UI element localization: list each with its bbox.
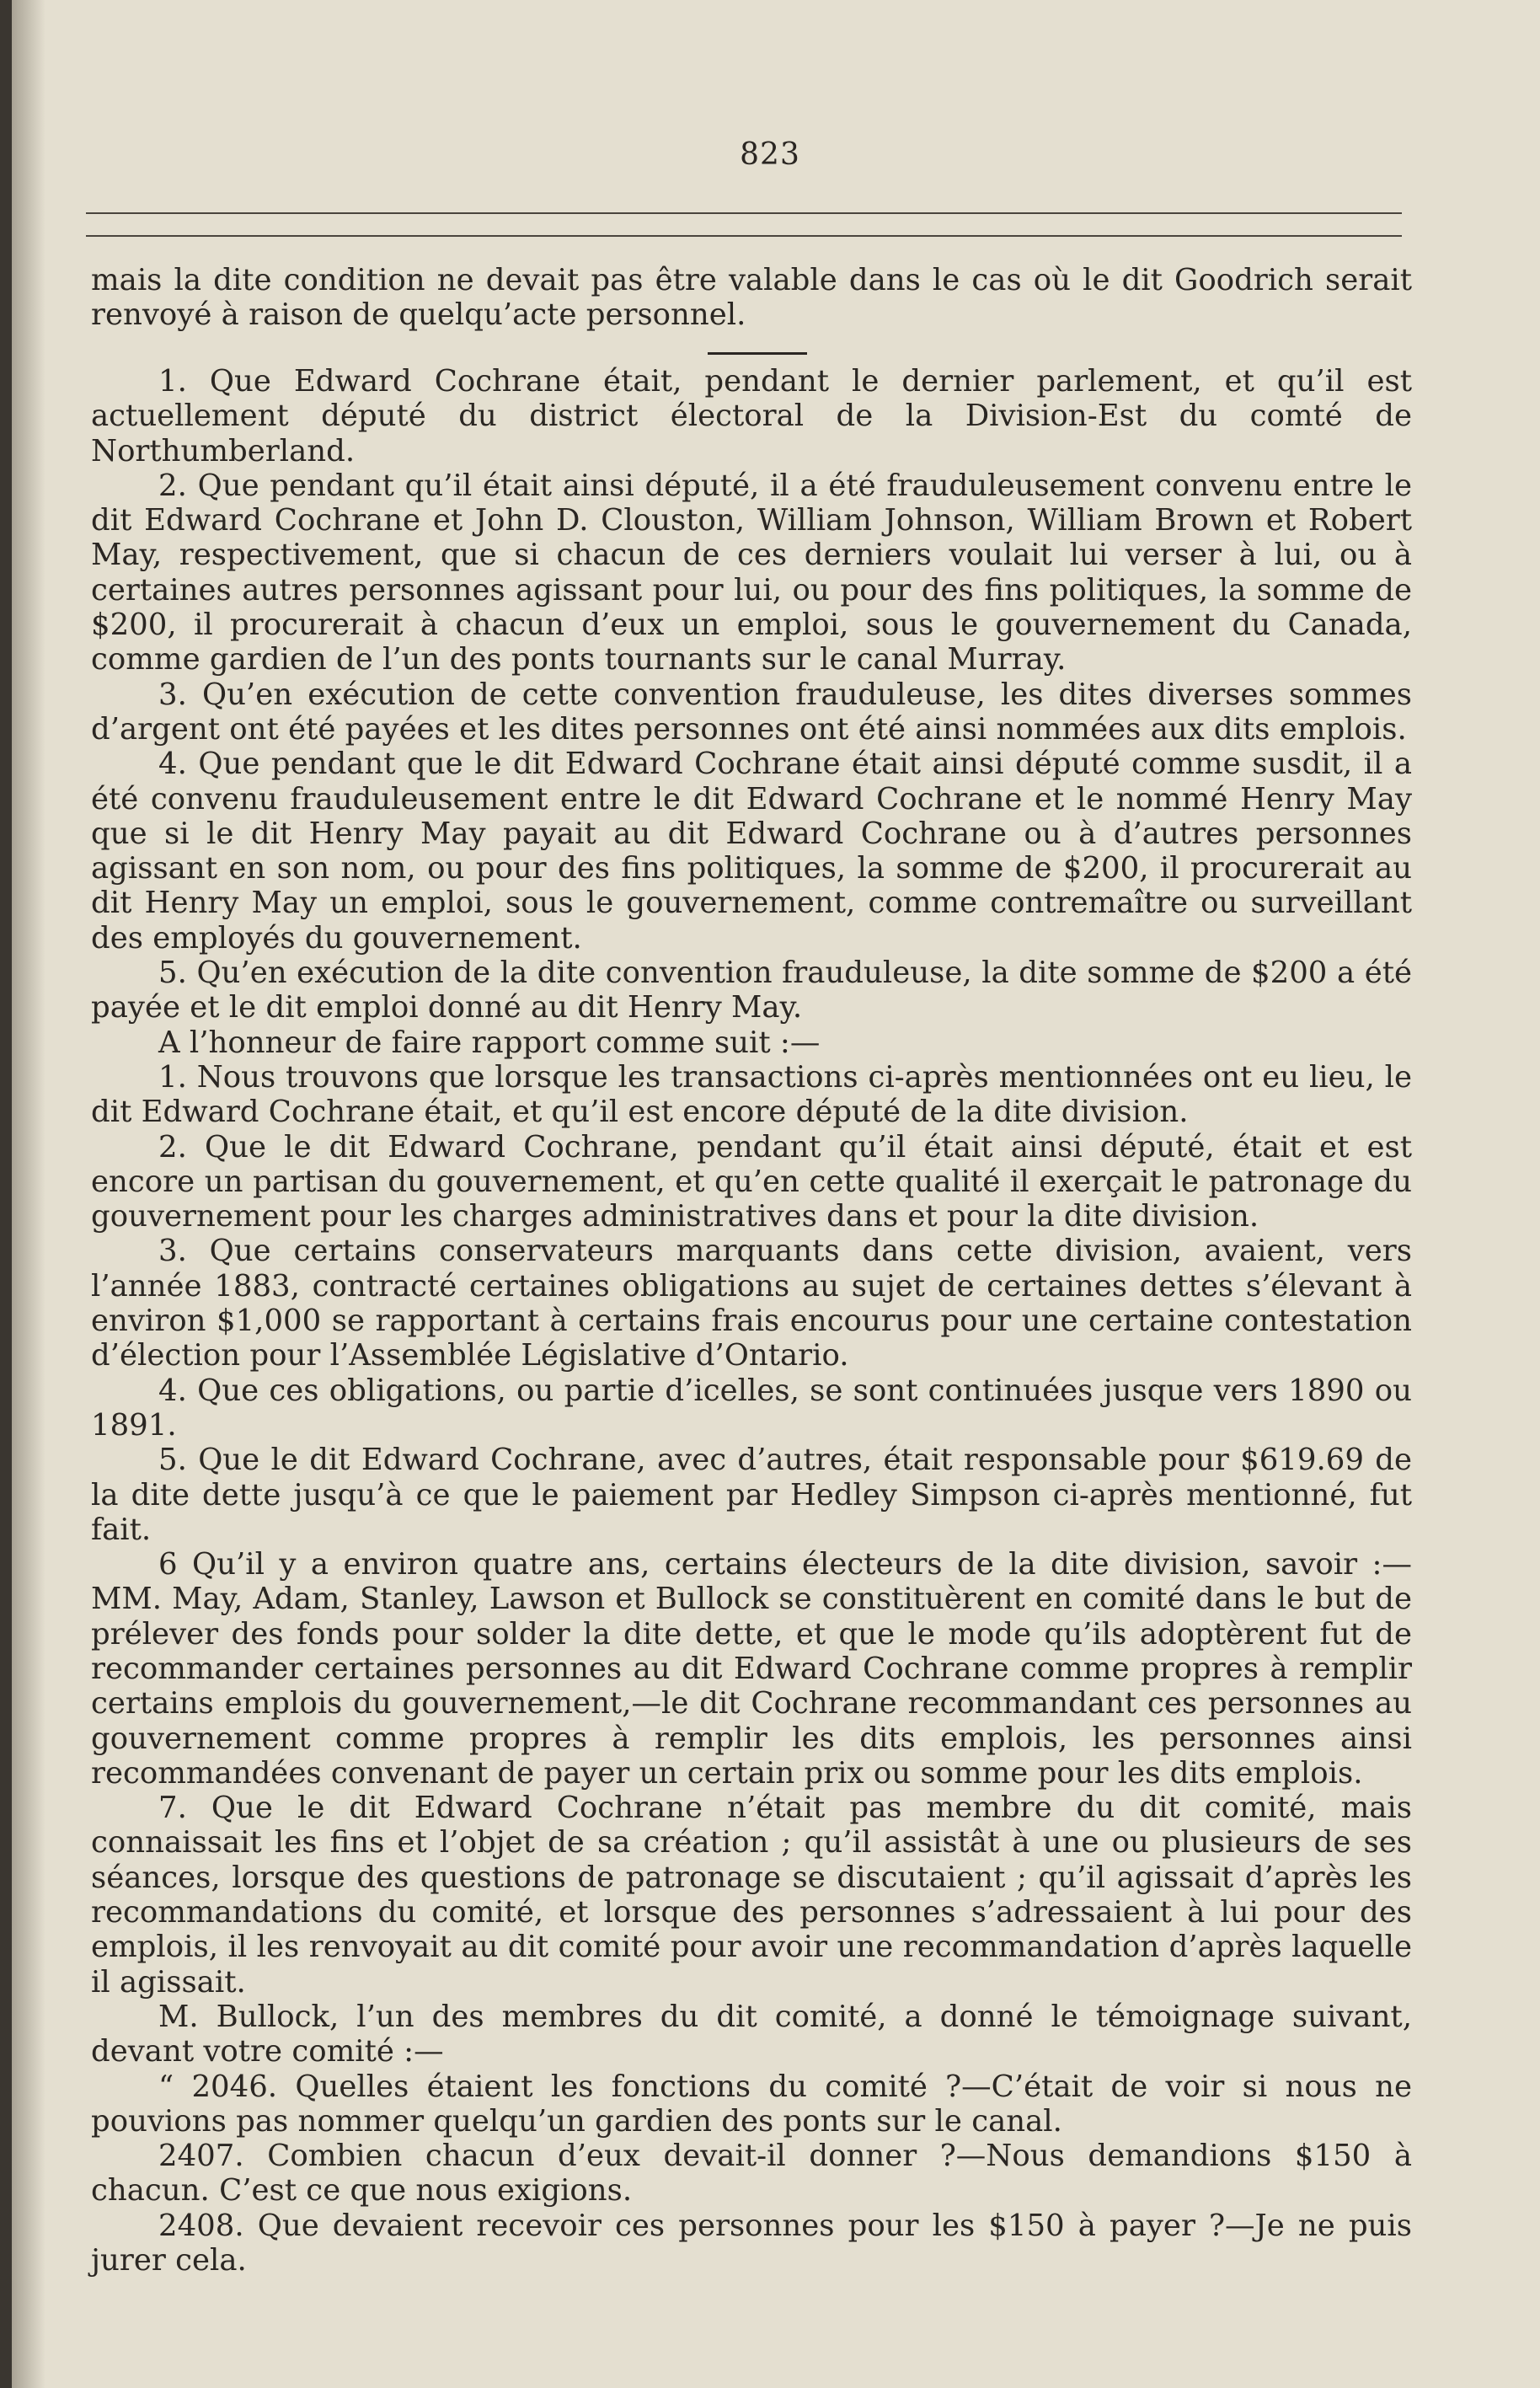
testimony-2407: 2407. Combien chacun d’eux devait-il donner ?—Nous demandions $150 à chacun. C’est ce que nous exigions. — [91, 2139, 1412, 2209]
opening-paragraph: mais la dite condition ne devait pas être valable dans le cas où le dit Goodrich serait renvoyé à raison de quelqu’acte personnel. — [91, 263, 1412, 333]
charge-4: 4. Que pendant que le dit Edward Cochrane était ainsi député comme susdit, il a été convenu frauduleusement entre le dit Edward Cochrane et le nommé Henry May que si le dit Henry May payait au dit Edward Cochrane ou à d’autres personnes agissant en son nom, ou pour des fins politiques, la somme de $200, il procurerait au dit Henry May un emploi, sous le gouvernement, comme contremaître ou surveillant des employés du gouvernement. — [91, 747, 1412, 956]
continuation-text — [91, 263, 1412, 333]
report-intro: A l’honneur de faire rapport comme suit :— — [158, 1025, 821, 1060]
charge-1: 1. Que Edward Cochrane était, pendant le dernier parlement, et qu’il est actuellement député du district électoral de la Division-Est du comté de Northumberland. — [91, 364, 1412, 468]
section-divider — [708, 352, 807, 355]
finding-2: 2. Que le dit Edward Cochrane, pendant qu’il était ainsi député, était et est encore un partisan du gouvernement, et qu’en cette qualité il exerçait le patronage du gouvernement pour les charges administratives dans et pour la dite division. — [91, 1129, 1412, 1234]
report-body — [91, 364, 1412, 2278]
header-rule-bottom — [86, 235, 1402, 237]
page-number: 823 — [740, 137, 800, 172]
charge-2: 2. Que pendant qu’il était ainsi député, il a été frauduleusement convenu entre le dit Edward Cochrane et John D. Clouston, William Johnson, William Brown et Robert May, respectivement, que si chacun de ces derniers voulait lui verser à lui, ou à certaines autres personnes agissant pour lui, ou pour des fins politiques, la somme de $200, il procurerait à chacun d’eux un emploi, sous le gouvernement du Canada, comme gardien de l’un des ponts tournants sur le canal Murray. — [91, 468, 1412, 677]
finding-6: 6 Qu’il y a environ quatre ans, certains électeurs de la dite division, savoir :— MM. May, Adam, Stanley, Lawson et Bullock se constituèrent en comité dans le but de prélever des fonds pour solder la dite dette, et que le mode qu’ils adoptèrent fut de recommander certaines personnes au dit Edward Cochrane comme propres à remplir certains emplois du gouvernement,—le dit Cochrane recommandant ces personnes au gouvernement comme propres à remplir les dits emplois, les personnes ainsi recommandées convenant de payer un certain prix ou somme pour les dits emplois. — [91, 1547, 1412, 1791]
header-rule-top — [86, 212, 1402, 214]
finding-1: 1. Nous trouvons que lorsque les transactions ci-après mentionnées ont eu lieu, le dit Edward Cochrane était, et qu’il est encore député de la dite division. — [91, 1059, 1412, 1130]
testimony-intro: M. Bullock, l’un des membres du dit comité, a donné le témoignage suivant, devant votre comité :— — [91, 1999, 1412, 2069]
finding-4: 4. Que ces obligations, ou partie d’icelles, se sont continuées jusque vers 1890 ou 1891. — [91, 1373, 1412, 1443]
binding-gutter — [0, 0, 12, 2388]
charge-3: 3. Qu’en exécution de cette convention frauduleuse, les dites diverses sommes d’argent ont été payées et les dites personnes ont été ainsi nommées aux dits emplois. — [91, 677, 1412, 747]
charge-5: 5. Qu’en exécution de la dite convention frauduleuse, la dite somme de $200 a été payée et le dit emploi donné au dit Henry May. — [91, 956, 1412, 1025]
finding-3: 3. Que certains conservateurs marquants dans cette division, avaient, vers l’année 1883, contracté certaines obligations au sujet de certaines dettes s’élevant à environ $1,000 se rapportant à certains frais encourus pour une certaine contestation d’élection pour l’Assemblée Législative d’Ontario. — [91, 1234, 1412, 1373]
testimony-2408: 2408. Que devaient recevoir ces personnes pour les $150 à payer ?—Je ne puis jurer cela. — [91, 2208, 1412, 2278]
finding-5: 5. Que le dit Edward Cochrane, avec d’autres, était responsable pour $619.69 de la dite dette jusqu’à ce que le paiement par Hedley Simpson ci-après mentionné, fut fait. — [91, 1443, 1412, 1547]
finding-7: 7. Que le dit Edward Cochrane n’était pas membre du dit comité, mais connaissait les fins et l’objet de sa création ; qu’il assistât à une ou plusieurs de ses séances, lorsque des questions de patronage se discutaient ; qu’il agissait d’après les recommandations du comité, et lorsque des personnes s’adressaient à lui pour des emplois, il les renvoyait au dit comité pour avoir une recommandation d’après laquelle il agissait. — [91, 1791, 1412, 2000]
testimony-2046: “ 2046. Quelles étaient les fonctions du comité ?—C’était de voir si nous ne pouvions pas nommer quelqu’un gardien des ponts sur le canal. — [91, 2069, 1412, 2139]
binding-shadow — [12, 0, 45, 2388]
